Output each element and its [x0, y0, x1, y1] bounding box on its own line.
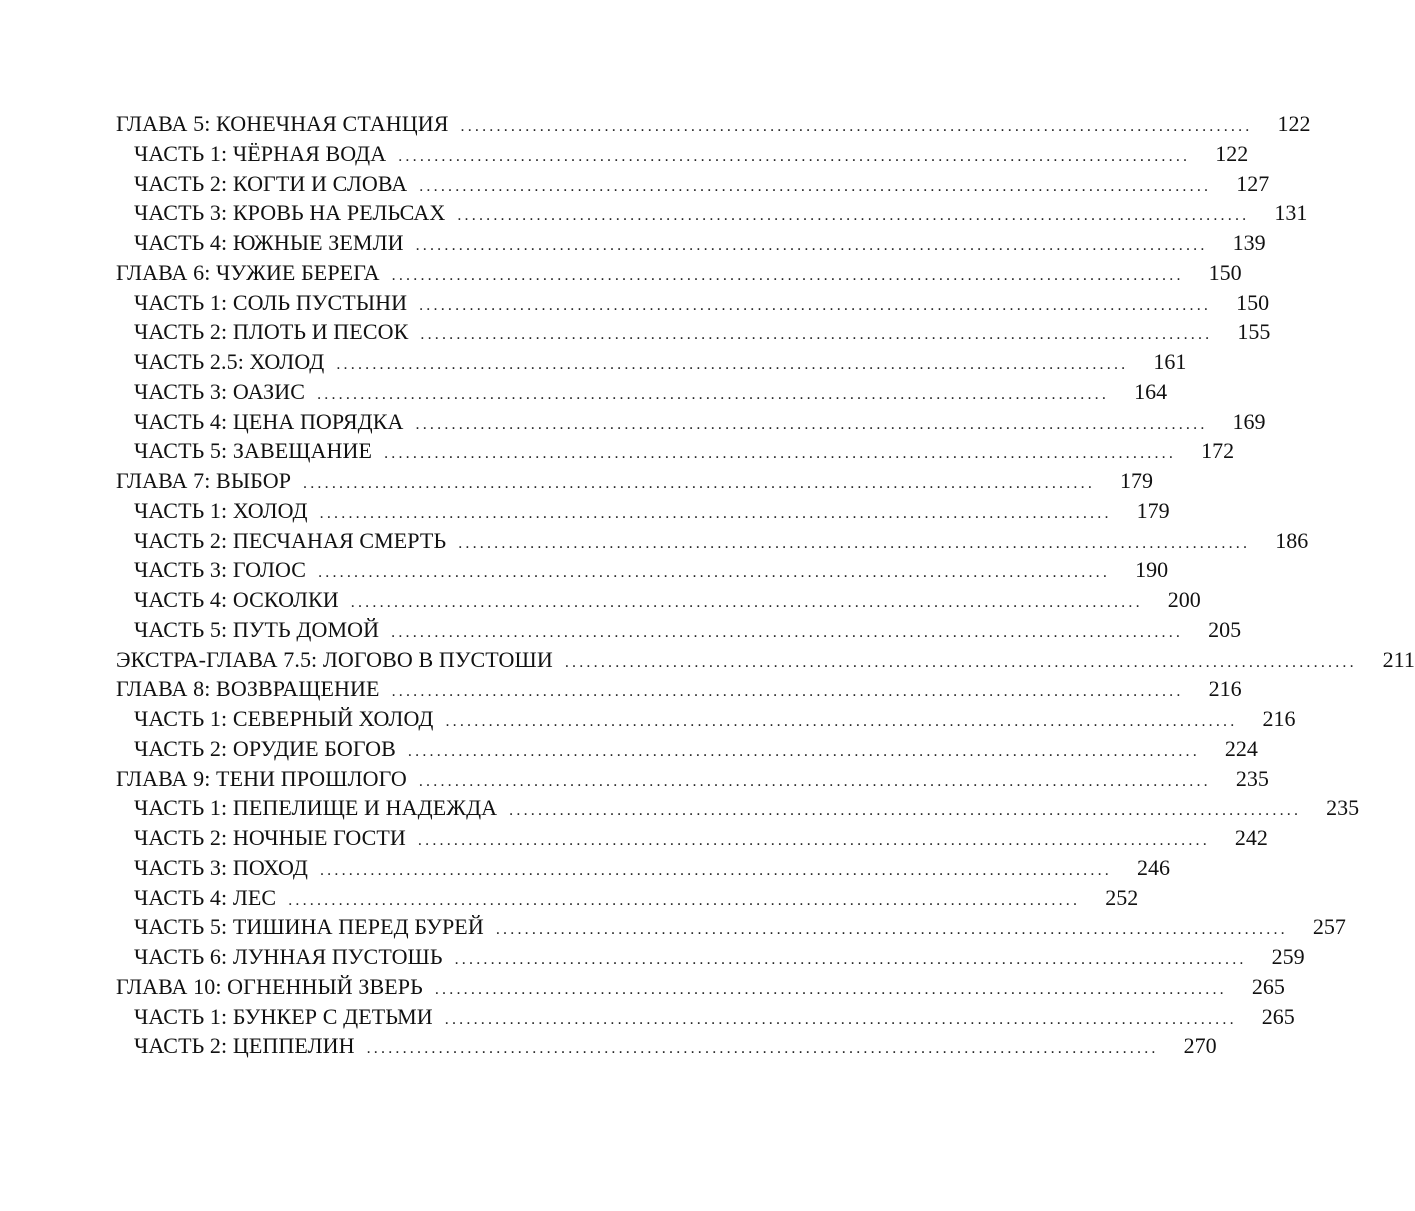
toc-part-entry: [116, 823, 1268, 853]
toc-part-entry: [116, 347, 1187, 377]
toc-entry-title: ГЛАВА 7: ВЫБОР: [116, 468, 292, 493]
toc-dot-leader: ..............................................................................................................: [495, 921, 1288, 939]
toc-chapter-entry: [116, 109, 1311, 139]
toc-page-number: 242: [1234, 825, 1268, 850]
toc-part-entry: [116, 883, 1139, 913]
toc-part-entry: [116, 942, 1305, 972]
toc-page-number: 164: [1134, 378, 1168, 404]
toc-page-number: 252: [1105, 884, 1139, 910]
toc-part-entry: [116, 198, 1308, 228]
toc-page-number: 127: [1236, 170, 1270, 196]
toc-dot-leader: ..............................................................................................................: [317, 385, 1110, 403]
toc-dot-leader: ..............................................................................................................: [454, 951, 1247, 968]
toc-dot-leader: ..............................................................................................................: [564, 653, 1357, 671]
toc-part-entry: [116, 228, 1266, 258]
toc-entry-title: ЧАСТЬ 3: КРОВЬ НА РЕЛЬСАХ: [134, 200, 446, 226]
toc-entry-title: ЧАСТЬ 5: ТИШИНА ПЕРЕД БУРЕЙ: [134, 914, 484, 940]
toc-page-number: 216: [1208, 676, 1242, 702]
toc-chapter-entry: [116, 764, 1269, 794]
toc-dot-leader: ..............................................................................................................: [391, 683, 1184, 701]
toc-entry-title: ЧАСТЬ 2: ОРУДИЕ БОГОВ: [134, 735, 396, 761]
toc-dot-leader: ..............................................................................................................: [366, 1040, 1159, 1058]
toc-dot-leader: ..............................................................................................................: [319, 504, 1112, 522]
toc-part-entry: [116, 436, 1235, 466]
toc-entry-title: ЧАСТЬ 4: ЮЖНЫЕ ЗЕМЛИ: [134, 230, 404, 255]
toc-entry-title: ЧАСТЬ 2: ЦЕППЕЛИН: [134, 1033, 355, 1059]
toc-entry-title: ЧАСТЬ 1: ЧЁРНАЯ ВОДА: [134, 140, 387, 166]
toc-dot-leader: ..............................................................................................................: [303, 475, 1096, 492]
toc-dot-leader: ..............................................................................................................: [445, 713, 1238, 730]
toc-chapter-entry: [116, 972, 1285, 1002]
toc-page-number: 200: [1167, 587, 1201, 612]
toc-entry-title: ЧАСТЬ 1: СЕВЕРНЫЙ ХОЛОД: [134, 706, 434, 731]
toc-page-number: 122: [1215, 140, 1249, 166]
toc-page-number: 265: [1251, 973, 1285, 999]
toc-page-number: 186: [1275, 527, 1309, 553]
toc-page-number: 131: [1274, 200, 1308, 226]
toc-dot-leader: ..............................................................................................................: [415, 237, 1208, 254]
toc-chapter-entry: [116, 645, 1415, 675]
toc-part-entry: [116, 317, 1271, 347]
toc-page-number: 246: [1136, 854, 1170, 880]
toc-entry-title: ЧАСТЬ 2: ПЕСЧАНАЯ СМЕРТЬ: [134, 527, 447, 553]
toc-part-entry: [116, 288, 1270, 318]
toc-part-entry: [116, 496, 1170, 526]
toc-page-number: 265: [1261, 1003, 1295, 1029]
toc-dot-leader: ..............................................................................................................: [419, 177, 1212, 195]
toc-entry-title: ЧАСТЬ 2.5: ХОЛОД: [134, 349, 325, 374]
toc-page-number: 179: [1120, 468, 1154, 493]
toc-part-entry: [116, 734, 1258, 764]
toc-entry-title: ЧАСТЬ 1: ХОЛОД: [134, 497, 308, 523]
toc-entry-title: ЧАСТЬ 3: ПОХОД: [134, 854, 308, 880]
toc-dot-leader: ..............................................................................................................: [350, 594, 1143, 611]
toc-page-number: 211: [1382, 646, 1415, 672]
toc-part-entry: [116, 526, 1309, 556]
toc-page-number: 150: [1208, 259, 1242, 285]
toc-part-entry: [116, 1031, 1217, 1061]
toc-dot-leader: ..............................................................................................................: [407, 742, 1200, 760]
toc-chapter-entry: [116, 466, 1154, 496]
toc-dot-leader: ..............................................................................................................: [288, 891, 1081, 909]
toc-dot-leader: ..............................................................................................................: [444, 1010, 1237, 1028]
toc-part-entry: [116, 139, 1249, 169]
toc-page-number: 161: [1153, 349, 1187, 374]
toc-page-number: 169: [1232, 408, 1266, 434]
toc-entry-title: ГЛАВА 8: ВОЗВРАЩЕНИЕ: [116, 676, 380, 702]
toc-page-number: 150: [1236, 289, 1270, 315]
toc-dot-leader: ..............................................................................................................: [336, 356, 1129, 373]
toc-dot-leader: ..............................................................................................................: [417, 832, 1210, 849]
toc-page-number: 257: [1312, 914, 1346, 940]
toc-entry-title: ГЛАВА 5: КОНЕЧНАЯ СТАНЦИЯ: [116, 111, 449, 136]
toc-dot-leader: ..............................................................................................................: [384, 445, 1177, 463]
toc-entry-title: ГЛАВА 9: ТЕНИ ПРОШЛОГО: [116, 765, 407, 791]
toc-part-entry: [116, 615, 1242, 645]
toc-entry-title: ЧАСТЬ 1: БУНКЕР С ДЕТЬМИ: [134, 1003, 433, 1029]
toc-page-number: 172: [1201, 438, 1235, 464]
toc-dot-leader: ..............................................................................................................: [318, 564, 1111, 582]
toc-chapter-entry: [116, 674, 1242, 704]
toc-page-number: 179: [1136, 497, 1170, 523]
toc-part-entry: [116, 377, 1168, 407]
toc-part-entry: [116, 793, 1360, 823]
toc-entry-title: ЧАСТЬ 3: ОАЗИС: [134, 378, 306, 404]
toc-part-entry: [116, 1002, 1295, 1032]
toc-entry-title: ЧАСТЬ 5: ЗАВЕЩАНИЕ: [134, 438, 373, 464]
toc-page-number: 235: [1326, 795, 1360, 821]
toc-entry-title: ГЛАВА 10: ОГНЕННЫЙ ЗВЕРЬ: [116, 973, 423, 999]
toc-dot-leader: ..............................................................................................................: [458, 534, 1251, 552]
toc-page-number: 155: [1237, 319, 1271, 345]
toc-entry-title: ЧАСТЬ 3: ГОЛОС: [134, 557, 307, 583]
toc-dot-leader: ..............................................................................................................: [460, 118, 1253, 135]
toc-entry-title: ГЛАВА 6: ЧУЖИЕ БЕРЕГА: [116, 259, 380, 285]
toc-entry-title: ЭКСТРА-ГЛАВА 7.5: ЛОГОВО В ПУСТОШИ: [116, 646, 553, 672]
toc-part-entry: [116, 555, 1169, 585]
toc-dot-leader: ..............................................................................................................: [434, 980, 1227, 998]
toc-entry-title: ЧАСТЬ 2: НОЧНЫЕ ГОСТИ: [134, 825, 406, 850]
toc-part-entry: [116, 169, 1270, 199]
toc-part-entry: [116, 585, 1201, 615]
toc-dot-leader: ..............................................................................................................: [419, 296, 1212, 314]
toc-page-number: 224: [1224, 735, 1258, 761]
toc-entry-title: ЧАСТЬ 1: ПЕПЕЛИЩЕ И НАДЕЖДА: [134, 795, 498, 821]
toc-entry-title: ЧАСТЬ 1: СОЛЬ ПУСТЫНИ: [134, 289, 408, 315]
toc-entry-title: ЧАСТЬ 4: ОСКОЛКИ: [134, 587, 339, 612]
toc-entry-title: ЧАСТЬ 5: ПУТЬ ДОМОЙ: [134, 616, 380, 642]
toc-dot-leader: ..............................................................................................................: [509, 802, 1302, 820]
toc-dot-leader: ..............................................................................................................: [418, 772, 1211, 790]
toc-entry-title: ЧАСТЬ 6: ЛУННАЯ ПУСТОШЬ: [134, 944, 443, 969]
toc-part-entry: [116, 407, 1266, 437]
toc-dot-leader: ..............................................................................................................: [398, 147, 1191, 165]
toc-page-number: 216: [1262, 706, 1296, 731]
toc-dot-leader: ..............................................................................................................: [391, 623, 1184, 641]
toc-dot-leader: ..............................................................................................................: [420, 326, 1213, 344]
toc-dot-leader: ..............................................................................................................: [319, 861, 1112, 879]
toc-page-number: 139: [1232, 230, 1266, 255]
toc-part-entry: [116, 853, 1170, 883]
toc-part-entry: [116, 704, 1296, 734]
toc-page-number: 270: [1183, 1033, 1217, 1059]
toc-dot-leader: ..............................................................................................................: [391, 266, 1184, 284]
toc-entry-title: ЧАСТЬ 2: КОГТИ И СЛОВА: [134, 170, 408, 196]
toc-dot-leader: ..............................................................................................................: [457, 207, 1250, 225]
toc-entry-title: ЧАСТЬ 4: ЛЕС: [134, 884, 277, 910]
toc-page-number: 259: [1271, 944, 1305, 969]
toc-part-entry: [116, 912, 1346, 942]
toc-dot-leader: ..............................................................................................................: [415, 415, 1208, 433]
table-of-contents: [116, 109, 1415, 1061]
toc-page-number: 122: [1277, 111, 1311, 136]
toc-entry-title: ЧАСТЬ 2: ПЛОТЬ И ПЕСОК: [134, 319, 409, 345]
toc-entry-title: ЧАСТЬ 4: ЦЕНА ПОРЯДКА: [134, 408, 404, 434]
toc-page-number: 205: [1208, 616, 1242, 642]
toc-chapter-entry: [116, 258, 1242, 288]
toc-page-number: 235: [1235, 765, 1269, 791]
toc-page-number: 190: [1135, 557, 1169, 583]
